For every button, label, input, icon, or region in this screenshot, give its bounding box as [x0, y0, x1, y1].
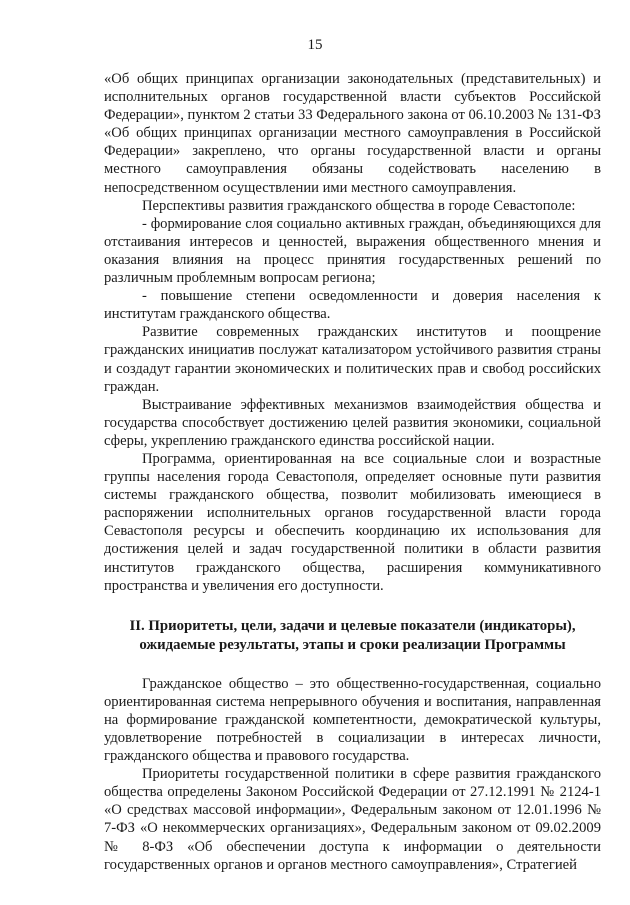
section-heading — [104, 617, 601, 655]
section-heading-line-1: II. Приоритеты, цели, задачи и целевые показатели (индикаторы), — [129, 617, 576, 634]
paragraph-3: - формирование слоя социально активных граждан, объединяющихся для отстаивания интересов и ценностей, выражения общественного мнения и оказания влияния на процесс принятия государственных решений по различным проблемным вопросам региона; — [104, 215, 601, 287]
paragraph-7: Программа, ориентированная на все социальные слои и возрастные группы населения города Севастополя, определяет основные пути развития системы гражданского общества, позволит мобилизовать имеющиеся в распоряжении исполнительных органов государственной власти города Севастополя ресурсы и обеспечить координацию их использования для достижения целей и задач государственной политики в области развития институтов гражданского общества, расширения коммуникативного пространства и увеличения его доступности. — [104, 450, 601, 594]
paragraph-1: «Об общих принципах организации законодательных (представительных) и исполнительных органов государственной власти субъектов Российской Федерации», пунктом 2 статьи 33 Федерального закона от 06.10.2003 № 131-ФЗ «Об общих принципах организации местного самоуправления в Российской Федерации» закреплено, что органы государственной власти и органы местного самоуправления обязаны содействовать населению в непосредственном осуществлении ими местного самоуправления. — [104, 71, 601, 196]
paragraph-8: Гражданское общество – это общественно-государственная, социально ориентированная система непрерывного обучения и воспитания, направленная на формирование гражданской компетентности, демократической культуры, удовлетворение потребностей в социализации в интересах личности, гражданского общества и правового государства. — [104, 675, 601, 765]
page-number: 15 — [307, 37, 323, 53]
section-heading-line-2: ожидаемые результаты, этапы и сроки реализации Программы — [139, 636, 566, 653]
paragraph-5: Развитие современных гражданских институтов и поощрение гражданских инициатив послужат катализатором устойчивого развития страны и создадут гарантии экономических и политических прав и свобод российских граждан. — [104, 324, 601, 395]
paragraph-2: Перспективы развития гражданского общества в городе Севастополе: — [142, 197, 576, 214]
document-body — [104, 70, 601, 874]
paragraph-6: Выстраивание эффективных механизмов взаимодействия общества и государства способствует достижению целей развития экономики, социальной сферы, укреплению гражданского единства российской нации. — [104, 396, 601, 449]
paragraph-4: - повышение степени осведомленности и доверия населения к институтам гражданского общества. — [104, 288, 601, 323]
paragraph-9: Приоритеты государственной политики в сфере развития гражданского общества определены Законом Российской Федерации от 27.12.1991 № 2124-1 «О средствах массовой информации», Федеральным законом от 12.01.1996 № 7-ФЗ «О некоммерческих организациях», Федеральным законом от 09.02.2009 № 8-ФЗ «Об обеспечении доступа к информации о деятельности государственных органов и органов местного самоуправления», Стратегией — [104, 766, 601, 873]
